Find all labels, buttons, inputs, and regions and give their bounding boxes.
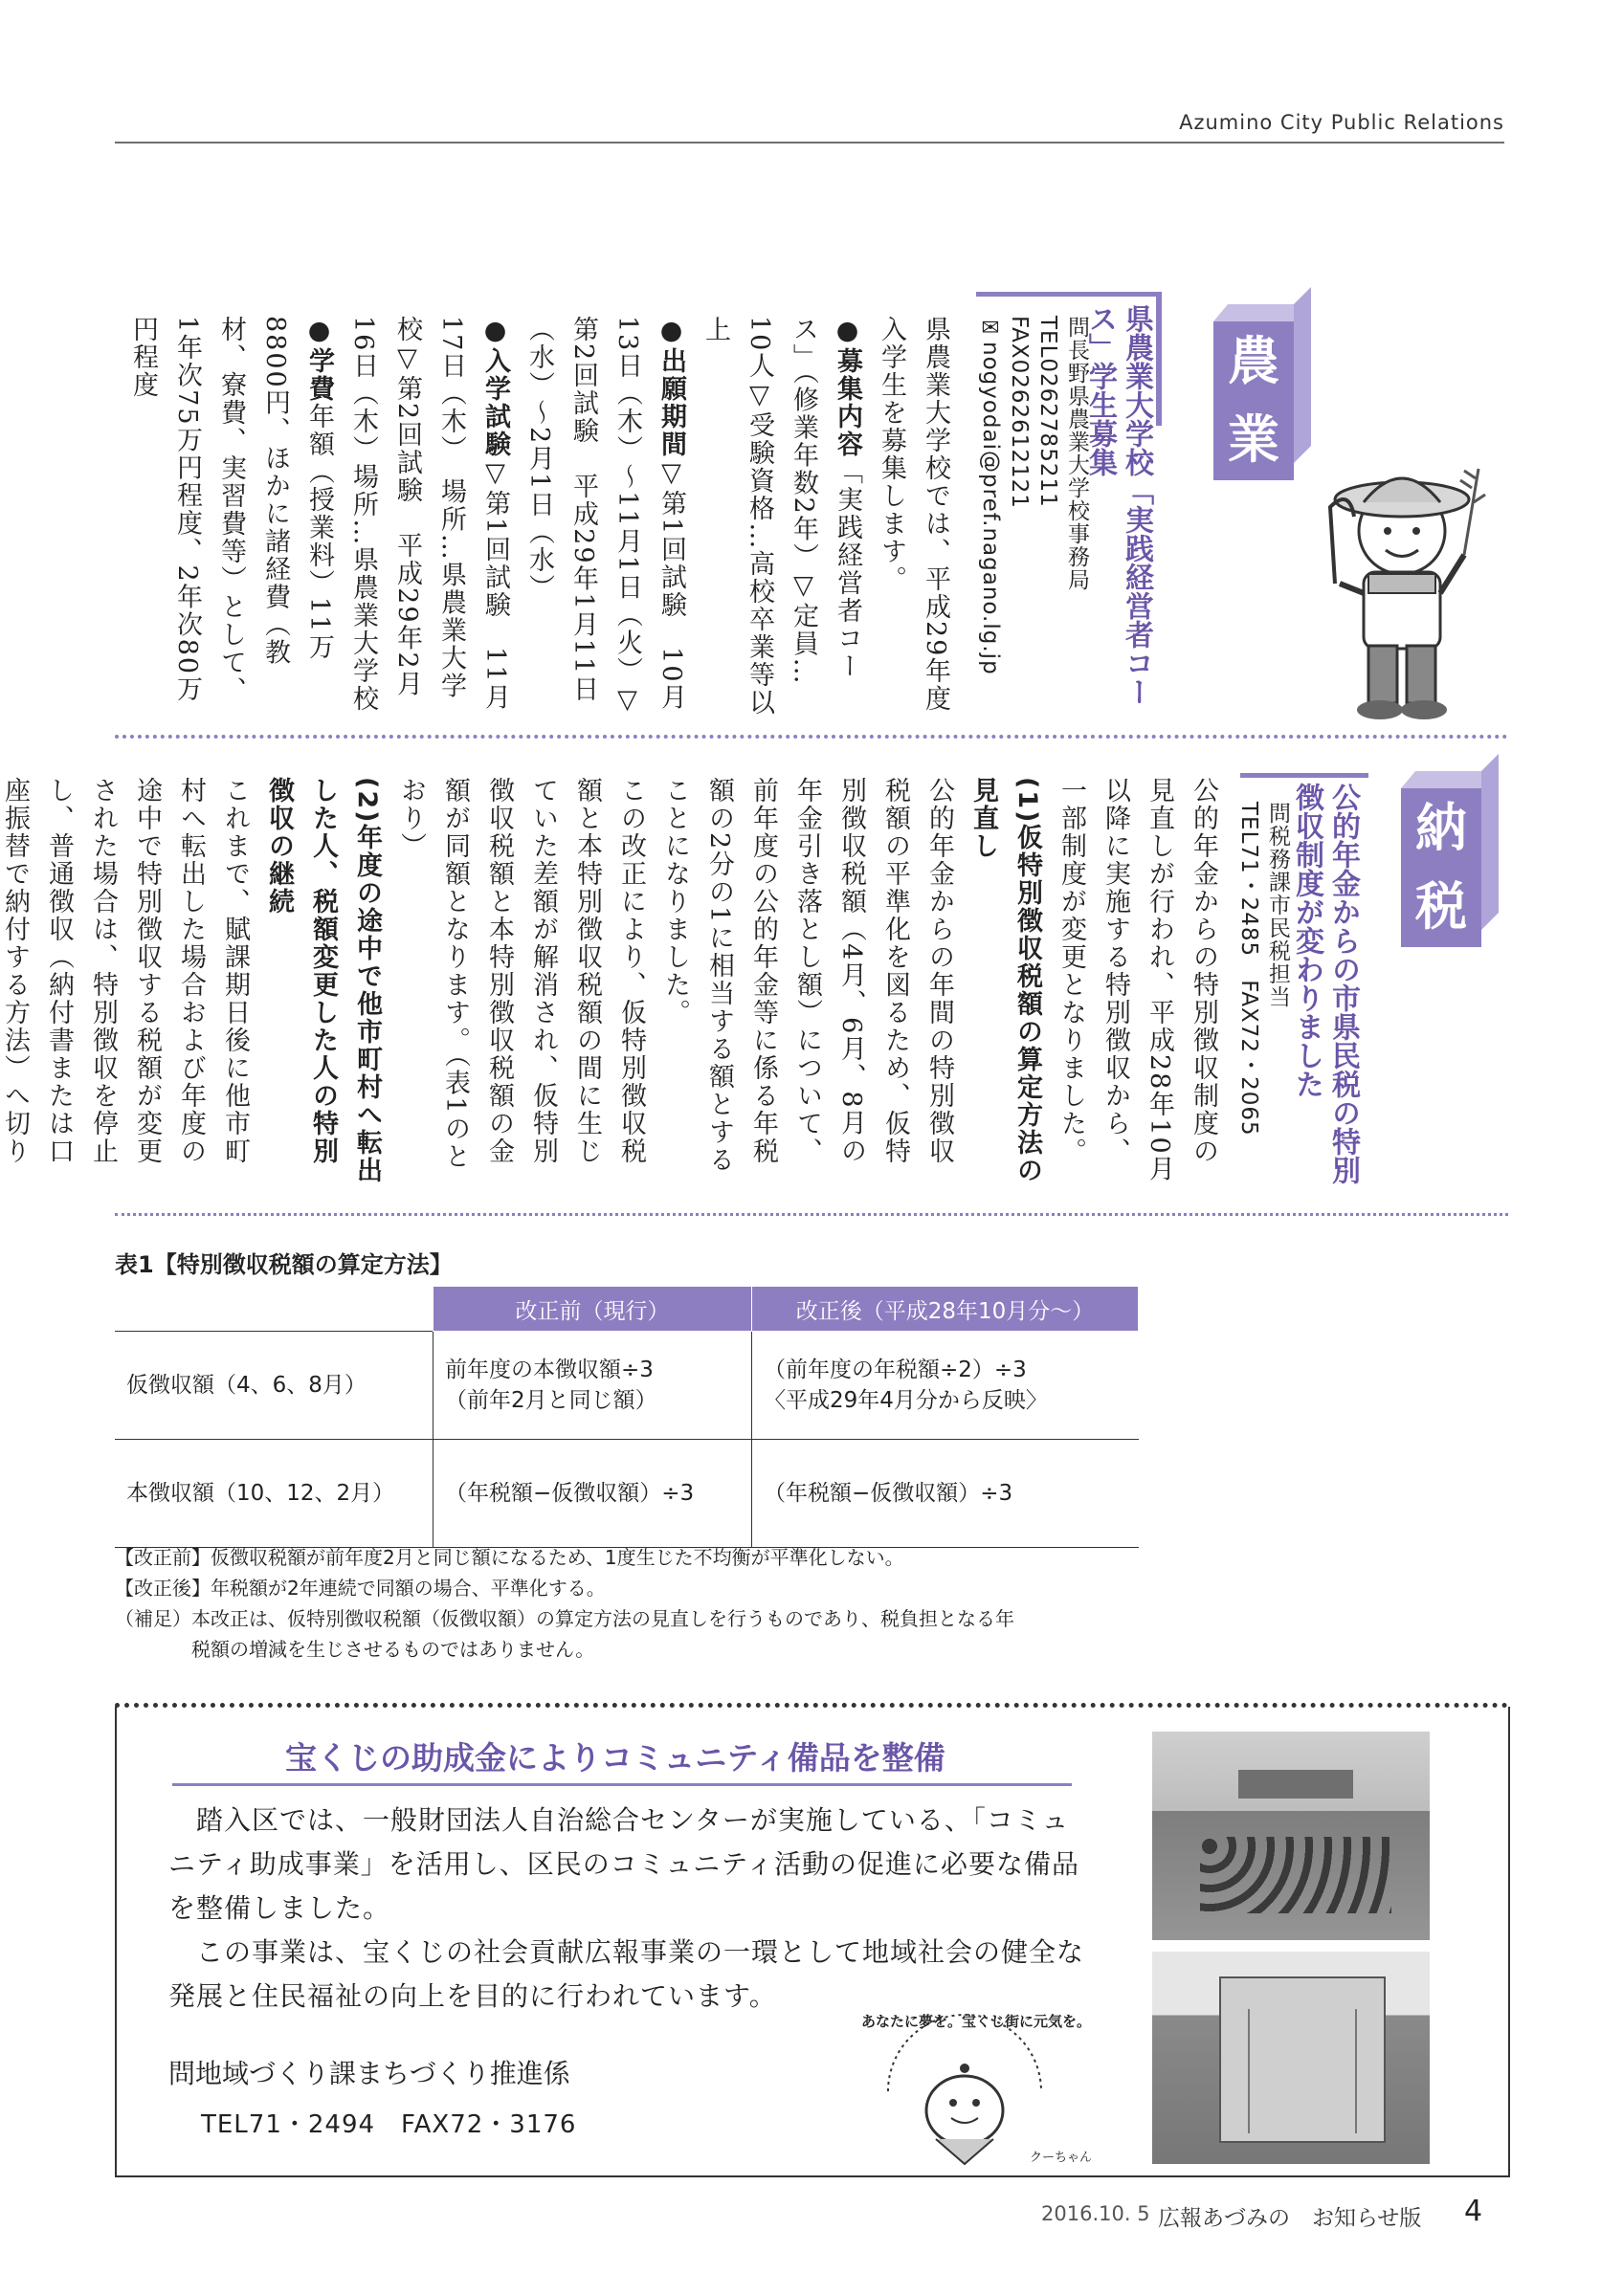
page-number: 4 <box>1464 2195 1483 2228</box>
table-note: 税額の増減を生じさせるものではありません。 <box>115 1638 595 1661</box>
table-header-blank <box>115 1287 434 1332</box>
tax-badge-bottom: 税 <box>1401 850 1506 955</box>
agri-title-underline <box>976 292 1162 297</box>
tax-calculation-table <box>115 1286 1139 1548</box>
table-cell-before <box>434 1332 752 1440</box>
agri-item-0-heading: ●募集内容 <box>833 316 862 458</box>
agri-badge-bottom: 業 <box>1213 383 1319 488</box>
table-cell-line: 〈平成29年4月分から反映〉 <box>764 1388 1048 1413</box>
lottery-title-underline <box>172 1783 1072 1786</box>
tax-sec2-p1: これまで、賦課期日後に他市町村へ転出した場合および年度の途中で特別徴収する税額が変更された場合は、特別徴収を停止し、普通徴収（納付書または口座振替で納付する方法）へ切り <box>0 777 250 1165</box>
agri-email: ✉nogyodai@pref.nagano.lg.jp <box>978 316 1003 675</box>
tax-sec2-heading: (2)年度の途中で他市町村へ転出した人、税額変更した人の特別徴収の継続 <box>264 777 382 1185</box>
lottery-p1-line: ニティ助成事業」を活用し、区民のコミュニティ活動の促進に必要な備品 <box>168 1848 1079 1880</box>
agri-contact-dept: 問長野県農業大学校事務局 <box>1064 316 1089 591</box>
lottery-body <box>168 1799 1084 2019</box>
table-cell-line: 前年度の本徴収額÷3 <box>445 1358 654 1382</box>
tax-sec1-p2: この改正により、仮特別徴収税額と本特別徴収税額の間に生じていた差額が解消され、仮特別徴収税額と本特別徴収税額の金額が同額となります。（表1のとおり） <box>396 777 646 1171</box>
footer-date: 2016.10. 5 <box>1041 2202 1150 2225</box>
agri-item-3-heading: ●学費 <box>304 316 334 403</box>
footer-publication: 広報あづみの お知らせ版 <box>1158 2206 1422 2231</box>
lottery-p1-line: を整備しました。 <box>168 1892 391 1924</box>
tax-phone: TEL71・2485 FAX72・2065 <box>1236 802 1261 1137</box>
tax-badge-top: 納 <box>1401 771 1506 876</box>
agri-fax: FAX0262612121 <box>1007 316 1032 509</box>
mascot-name: クーちゃん <box>1030 2151 1093 2165</box>
header-rule <box>115 142 1504 144</box>
agri-item-2-heading: ●入学試験 <box>480 316 510 458</box>
table-cell-line: （前年2月と同じ額） <box>445 1388 657 1413</box>
agri-body <box>115 316 957 718</box>
running-head: Azumino City Public Relations <box>1179 111 1504 134</box>
lottery-title: 宝くじの助成金によりコミュニティ備品を整備 <box>285 1739 945 1777</box>
agri-badge-top: 農 <box>1213 304 1319 409</box>
farmer-illustration <box>1311 450 1493 727</box>
lottery-contact-dept: 問地域づくり課まちづくり推進係 <box>168 2058 570 2089</box>
table-cell-after <box>752 1332 1139 1440</box>
table-row-label: 仮徴収額（4、6、8月） <box>115 1332 434 1440</box>
agri-contact <box>976 316 1091 718</box>
tax-contact-dept: 問税務課市民税担当 <box>1265 802 1290 1008</box>
agri-title-bar <box>1156 292 1162 426</box>
section-separator-2 <box>115 1213 1508 1216</box>
tax-title-underline <box>1240 773 1368 778</box>
agri-title: 県農業大学校「実践経営者コース」学生募集 <box>1083 304 1153 706</box>
table-notes <box>115 1542 1148 1665</box>
table-row <box>115 1332 1139 1440</box>
lottery-logo-text: あなたに夢を。宝くじ街に元気を。 <box>861 2013 1092 2030</box>
table-note: （補足）本改正は、仮特別徴収税額（仮徴収額）の算定方法の見直しを行うものであり、税負担となる年 <box>115 1607 1014 1630</box>
table-row <box>115 1440 1139 1548</box>
tax-title: 公的年金からの市県民税の特別徴収制度が変わりました <box>1290 783 1360 1184</box>
tax-sec1-heading: (1)仮特別徴収税額の算定方法の見直し <box>968 777 1042 1185</box>
table-header-before: 改正前（現行） <box>434 1287 752 1332</box>
table-cell-before: （年税額−仮徴収額）÷3 <box>434 1440 752 1548</box>
lottery-phone: TEL71・2494 FAX72・3176 <box>201 2110 577 2139</box>
section-separator-1 <box>115 735 1508 739</box>
table-note: 【改正後】年税額が2年連続で同額の場合、平準化する。 <box>115 1577 606 1600</box>
table-row-label: 本徴収額（10、12、2月） <box>115 1440 434 1548</box>
agri-item-1-heading: ●出願期間 <box>656 316 686 458</box>
agri-item-0-text: 「実践経営者コース」（修業年数2年）▽定員…10人▽受験資格…高校卒業等以上 <box>700 316 862 718</box>
table-cell-line: （前年度の年税額÷2）÷3 <box>764 1358 1027 1382</box>
table-header-after: 改正後（平成28年10月分〜） <box>752 1287 1139 1332</box>
table-note: 【改正前】仮徴収税額が前年度2月と同じ額になるため、1度生じた不均衡が平準化しない。 <box>115 1546 904 1569</box>
tax-contact <box>1234 802 1292 1184</box>
agri-item-2-text: ▽第1回試験 11月17日（木） 場所…県農業大学校▽第2回試験 平成29年2月16日（木）場所…県農業大学校 <box>348 316 510 714</box>
lottery-p1-line: 踏入区では、一般財団法人自治総合センターが実施している、「コミュ <box>168 1804 1070 1836</box>
community-goods-photo <box>1152 1732 1430 1940</box>
agri-item-1-text: ▽第1回試験 10月13日（木）〜11月1日（火）▽第2回試験 平成29年1月11日（水）〜2月1日（水） <box>524 316 686 717</box>
tax-sec1-p1: 公的年金からの年間の特別徴収税額の平準化を図るため、仮特別徴収税額（4月、6月、8月の年金引き落とし額）について、前年度の公的年金等に係る年税額の2分の1に相当する額とすることになりました。 <box>660 777 954 1175</box>
lottery-p2-line: 発展と住民福祉の向上を目的に行われています。 <box>168 1980 777 2012</box>
lottery-p2-line: この事業は、宝くじの社会貢献広報事業の一環として地域社会の健全な <box>168 1936 1085 1968</box>
agri-tel: TEL0262785211 <box>1035 316 1060 508</box>
agri-intro: 県農業大学校では、平成29年度入学生を募集します。 <box>877 316 950 714</box>
agri-item-3-text: 年額（授業料）11万8800円、ほかに諸経費（教材、寮費、実習費等）として、1年次75万円程度、2年次80万円程度 <box>128 316 334 704</box>
table-cell-after: （年税額−仮徴収額）÷3 <box>752 1440 1139 1548</box>
table-caption: 表1【特別徴収税額の算定方法】 <box>115 1251 453 1278</box>
storage-shed-photo <box>1152 1952 1430 2164</box>
tax-body <box>0 777 1225 1188</box>
tax-intro: 公的年金からの特別徴収制度の見直しが行われ、平成28年10月以降に実施する特別徴収から、一部制度が変更となりました。 <box>1056 777 1218 1183</box>
table-header-row <box>115 1287 1139 1332</box>
